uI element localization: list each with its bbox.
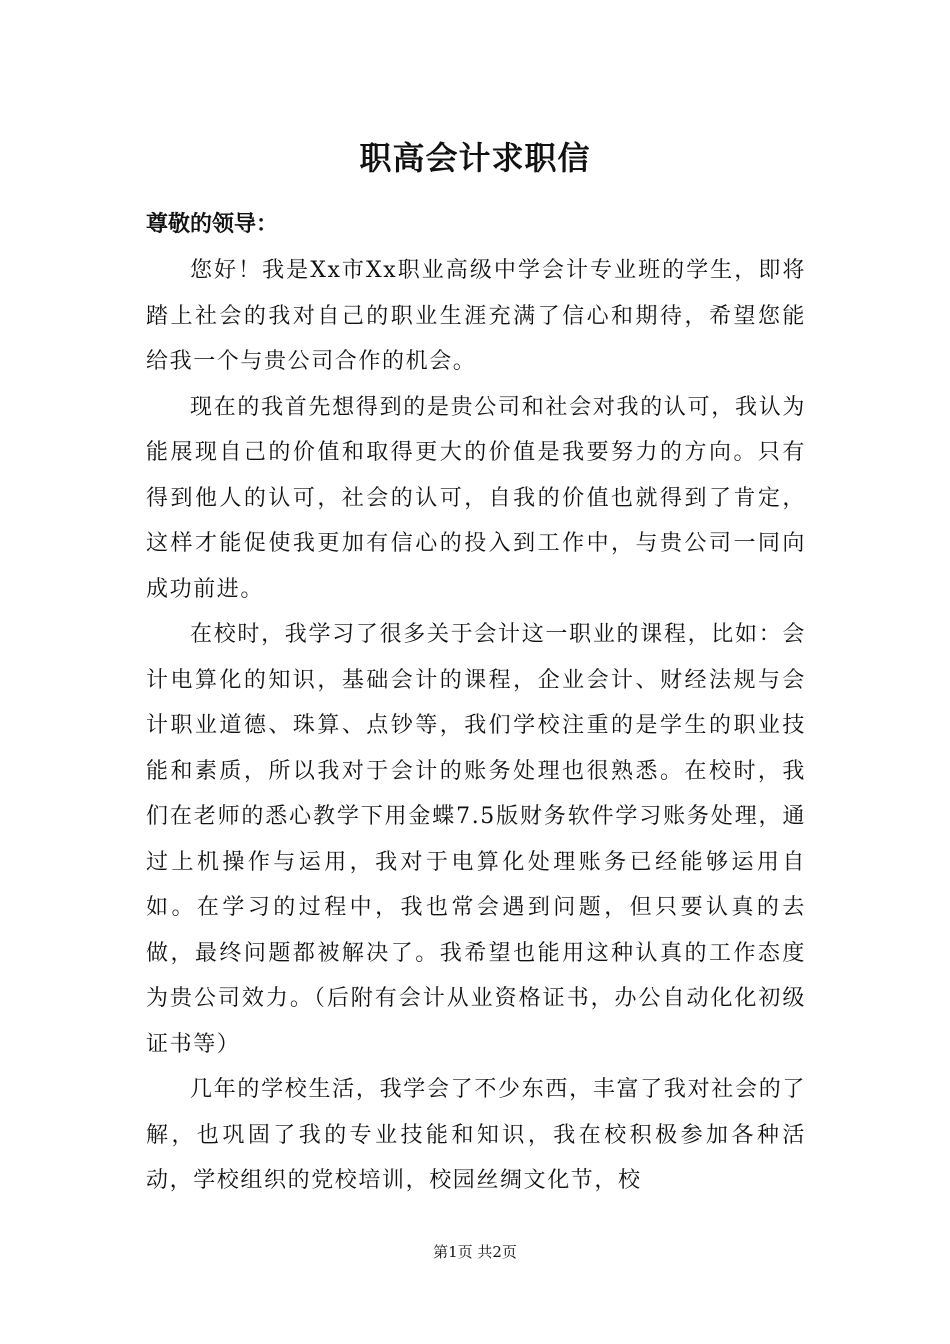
letter-body <box>146 248 806 1204</box>
page-footer: 第1页 共2页 <box>433 1243 517 1261</box>
paragraph-greeting: 您好！我是Xx市Xx职业高级中学会计专业班的学生，即将踏上社会的我对自己的职业生涯充满了信心和期待，希望您能给我一个与贵公司合作的机会。 <box>146 258 806 374</box>
paragraph-school-life: 几年的学校生活，我学会了不少东西，丰富了我对社会的了解，也巩固了我的专业技能和知识，我在校积极参加各种活动，学校组织的党校培训，校园丝绸文化节，校 <box>146 1077 806 1193</box>
salutation: 尊敬的领导： <box>146 211 279 237</box>
paragraph-goals: 现在的我首先想得到的是贵公司和社会对我的认可，我认为能展现自己的价值和取得更大的价值是我要努力的方向。只有得到他人的认可，社会的认可，自我的价值也就得到了肯定，这样才能促使我更加有信心的投入到工作中，与贵公司一同向成功前进。 <box>146 394 806 602</box>
page-title: 职高会计求职信 <box>359 139 591 177</box>
paragraph-studies: 在校时，我学习了很多关于会计这一职业的课程，比如：会计电算化的知识，基础会计的课程，企业会计、财经法规与会计职业道德、珠算、点钞等，我们学校注重的是学生的职业技能和素质，所以我对于会计的账务处理也很熟悉。在校时，我们在老师的悉心教学下用金蝶7.5版财务软件学习账务处理，通过上机操作与运用，我对于电算化处理账务已经能够运用自如。在学习的过程中，我也常会遇到问题，但只要认真的去做，最终问题都被解决了。我希望也能用这种认真的工作态度为贵公司效力。（后附有会计从业资格证书，办公自动化化初级证书等） <box>146 622 806 1057</box>
